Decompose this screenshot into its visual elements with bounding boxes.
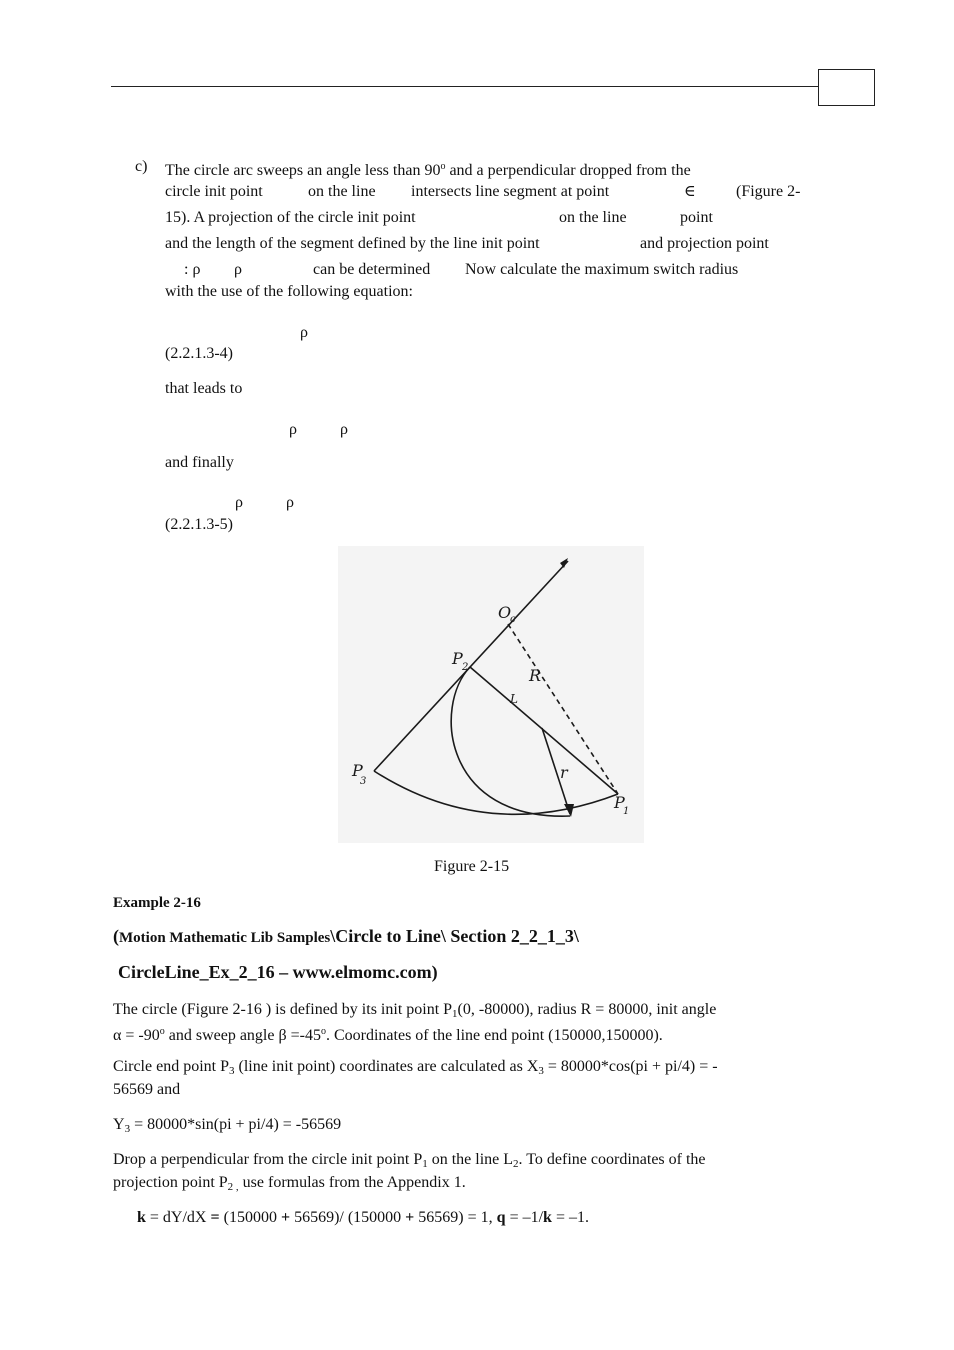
item-c-text-determined: can be determined xyxy=(313,261,431,278)
eq1-label: (2.2.1.3-4) xyxy=(165,345,233,362)
eq2-rho-b: ρ xyxy=(340,421,348,438)
label-p2: P xyxy=(452,649,463,668)
item-c-text-calculate: Now calculate the maximum switch radius xyxy=(465,261,739,278)
example-path-line-2: CircleLine_Ex_2_16 – www.elmomc.com) xyxy=(118,962,438,982)
rho-symbol-b: ρ xyxy=(234,261,242,278)
eq2-rho-a: ρ xyxy=(289,421,297,438)
label-oc-sub: c xyxy=(510,614,516,625)
figure-diagram xyxy=(338,546,644,843)
text-leads-to: that leads to xyxy=(165,380,243,397)
item-c-text-intersects: intersects line segment at point xyxy=(411,183,610,200)
header-rule xyxy=(111,86,819,87)
label-p1: P xyxy=(614,793,625,812)
label-p3-sub: 3 xyxy=(360,776,367,787)
para4-line1: Drop a perpendicular from the circle init point $P_1$ on the line $L_2$. To define coordinates of the xyxy=(113,1151,706,1170)
item-c-text-projection-point: and projection point xyxy=(640,235,769,252)
figure-2-15 xyxy=(338,546,644,843)
para1-line1: The circle (Figure 2-16 ) is defined by its init point $P_1(0$, -80000), radius R = 80000, init angle xyxy=(113,1001,717,1020)
label-l: L xyxy=(510,692,518,706)
item-c-text-on-line-2: on the line xyxy=(559,209,627,226)
eq1-rho: ρ xyxy=(300,324,308,341)
text-and-finally: and finally xyxy=(165,454,234,471)
item-c-text-projection: 15). A projection of the circle init point xyxy=(165,209,416,226)
eq3-rho-b: ρ xyxy=(286,494,294,511)
item-c-text-figure-ref: (Figure 2- xyxy=(736,183,801,200)
label-p3: P xyxy=(352,761,363,780)
inner-arc xyxy=(451,667,570,816)
page-number-box xyxy=(818,69,875,106)
example-path-line-1: (Motion Mathematic Lib Samples\Circle to Line\ Section 2_2_1_3\ xyxy=(113,926,579,946)
radius-arrowhead xyxy=(564,804,574,817)
rho-symbol-a: : ρ xyxy=(184,261,201,278)
perpendicular-line xyxy=(470,667,618,794)
label-oc: O xyxy=(498,603,512,622)
para2-line1: Circle end point $P_3$ (line init point) coordinates are calculated as $X_3 = 80000*\cos(pi + pi/4)$ = - xyxy=(113,1058,718,1077)
example-title: Example 2-16 xyxy=(113,895,201,911)
label-p1-sub: 1 xyxy=(623,806,630,817)
outer-arc xyxy=(374,771,618,814)
figure-caption: Figure 2-15 xyxy=(434,858,510,875)
eq3-rho-a: ρ xyxy=(235,494,243,511)
para1-line2: $\alpha = -90^o$ and sweep angle $\beta =-45^o$. Coordinates of the line end point (150000,150000). xyxy=(113,1026,663,1044)
label-r-big: R xyxy=(529,666,542,685)
item-c-line-1: The circle arc sweeps an angle less than 90$^o$ and a perpendicular dropped from the xyxy=(165,161,691,179)
label-p2-sub: 2 xyxy=(462,662,469,673)
list-marker-c: c) xyxy=(135,158,148,175)
element-of-symbol: ∈ xyxy=(684,183,696,200)
para4-line2: projection point $P_{2 ,}$ use formulas from the Appendix 1. xyxy=(113,1174,466,1193)
item-c-text-circle-init: circle init point xyxy=(165,183,263,200)
slope-formula: k = dY/dX = (150000 + 56569)/ (150000 + 56569) = 1, q = –1/k = –1. xyxy=(137,1209,589,1226)
item-c-text-length: and the length of the segment defined by the line init point xyxy=(165,235,540,252)
label-r-small: r xyxy=(560,763,568,782)
para3: $Y_3 = 80000*\sin(pi + pi/4) = -56569$ xyxy=(113,1116,342,1135)
item-c-text-equation-intro: with the use of the following equation: xyxy=(165,283,413,300)
para2-line2: 56569 and xyxy=(113,1081,181,1098)
item-c-text-on-line: on the line xyxy=(308,183,376,200)
eq3-label: (2.2.1.3-5) xyxy=(165,516,233,533)
item-c-text-point: point xyxy=(680,209,713,226)
